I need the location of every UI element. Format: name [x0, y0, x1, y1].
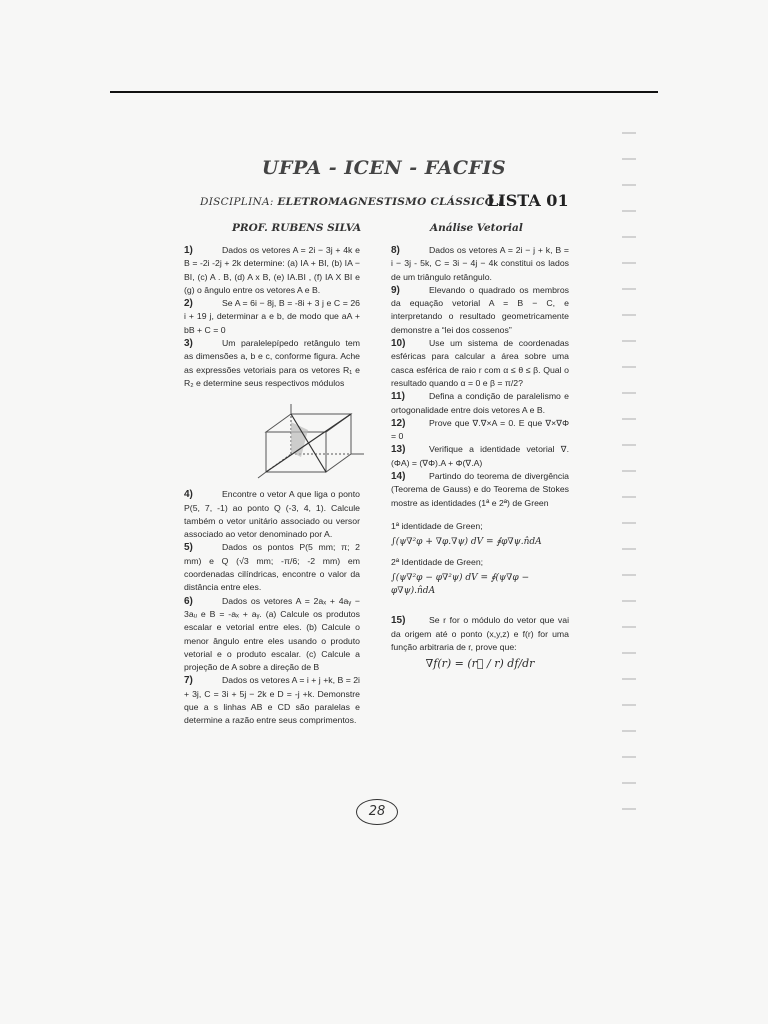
- question-7: 7) Dados os vetores A = i + j +k, B = 2i + 3j, C = 3i + 5j − 2k e D = -j +k. Demonstre que a s linhas AB e CD são paralelas e determine a razão entre seus comprimentos.: [184, 675, 360, 726]
- question-3: 3) Um paralelepípedo retângulo tem as dimensões a, b e c, conforme figura. Ache as expressões vetoriais para os vetores R₁ e R₂ e determine seus respectivos módulos: [184, 338, 360, 388]
- question-2: 2) Se A = 6i − 8j, B = -8i + 3 j e C = 26 i + 19 j, determinar a e b, de modo que aA + bB + C = 0: [184, 298, 360, 335]
- right-column: [391, 244, 569, 677]
- green-second-label: 2ª Identidade de Green;: [391, 556, 484, 567]
- question-13: 13) Verifique a identidade vetorial ∇.(ΦA) = (∇Φ).A + Φ(∇.A): [391, 444, 569, 468]
- question-10: 10) Use um sistema de coordenadas esféricas para calcular a área sobre uma casca esférica de raio r com α ≤ θ ≤ β. Qual o resultado quando α = 0 e β = π/2?: [391, 338, 569, 388]
- left-column: [184, 244, 360, 728]
- list-number: LISTA 01: [487, 191, 569, 210]
- professor-name: PROF. RUBENS SILVA: [232, 222, 362, 234]
- question-8: 8) Dados os vetores A = 2i − j + k, B = i − 3j - 5k, C = 3i − 4j − 4k constitui os lados de um triângulo retângulo.: [391, 245, 569, 282]
- gradient-equation: ∇f(r) = (r⃗ / r) df/dr: [425, 657, 535, 671]
- discipline-label: DISCIPLINA:: [200, 196, 274, 208]
- question-9: 9) Elevando o quadrado os membros da equação vetorial A = B − C, e interpretando o resultado geometricamente demonstre a “lei dos cossenos”: [391, 284, 569, 335]
- discipline-value: ELETROMAGNESTISMO CLÁSSICO I: [277, 196, 504, 208]
- question-6: 6) Dados os vetores A = 2aₓ + 4aᵧ − 3aᵤ e B = -aₓ + aᵧ. (a) Calcule os produtos escalar e vetorial entre eles. (b) Calcule o menor ângulo entre eles usando o produto vetorial e o produto escalar. (c) Calcule a projeção de A sobre a direção de B: [184, 595, 360, 673]
- question-4: 4) Encontre o vetor A que liga o ponto P(5, 7, -1) ao ponto Q (-3, 4, 1). Calcule também o vetor unitário associado ou versor associado ao vetor denominado por A.: [184, 489, 360, 540]
- page-number: 28: [356, 799, 398, 825]
- discipline-line: [200, 196, 503, 208]
- question-11: 11) Defina a condição de paralelismo e ortogonalidade entre dois vetores A e B.: [391, 391, 569, 415]
- page-title: UFPA - ICEN - FACFIS: [261, 157, 507, 179]
- parallelepiped-figure: [256, 402, 366, 480]
- question-12: 12) Prove que ∇.∇×A = 0. E que ∇×∇Φ = 0: [391, 417, 569, 442]
- green-first-equation: ∫(ψ∇²φ + ∇φ.∇ψ) dV = ∮φ∇ψ.n̂dA: [391, 537, 542, 548]
- top-rule: [110, 91, 658, 93]
- question-1: 1) Dados os vetores A = 2i − 3j + 4k e B = -2i -2j + 2k determine: (a) IA + BI, (b) IA − BI, (c) A . B, (d) A x B, (e) IA.BI , (f) IA X BI e (g) o ângulo entre os vetores A e B.: [184, 245, 360, 295]
- question-14: 14) Partindo do teorema de divergência (Teorema de Gauss) e do Teorema de Stokes mostre as identidades (1ª e 2ª) de Green: [391, 471, 569, 508]
- green-first-label: 1ª identidade de Green;: [391, 520, 483, 531]
- binding-edge-marks: [622, 110, 636, 830]
- topic-heading: Análise Vetorial: [430, 222, 523, 234]
- question-15: 15) Se r for o módulo do vetor que vai da origem até o ponto (x,y,z) e f(r) for uma função arbitraria de r, prove que:: [391, 615, 569, 653]
- green-second-equation: ∫(ψ∇²φ − φ∇²ψ) dV = ∮(ψ∇φ − φ∇ψ).n̂dA: [391, 572, 530, 597]
- question-5: 5) Dados os pontos P(5 mm; π; 2 mm) e Q (√3 mm; -π/6; -2 mm) em coordenadas cilíndricas, encontre o valor da distância entre eles.: [184, 542, 360, 593]
